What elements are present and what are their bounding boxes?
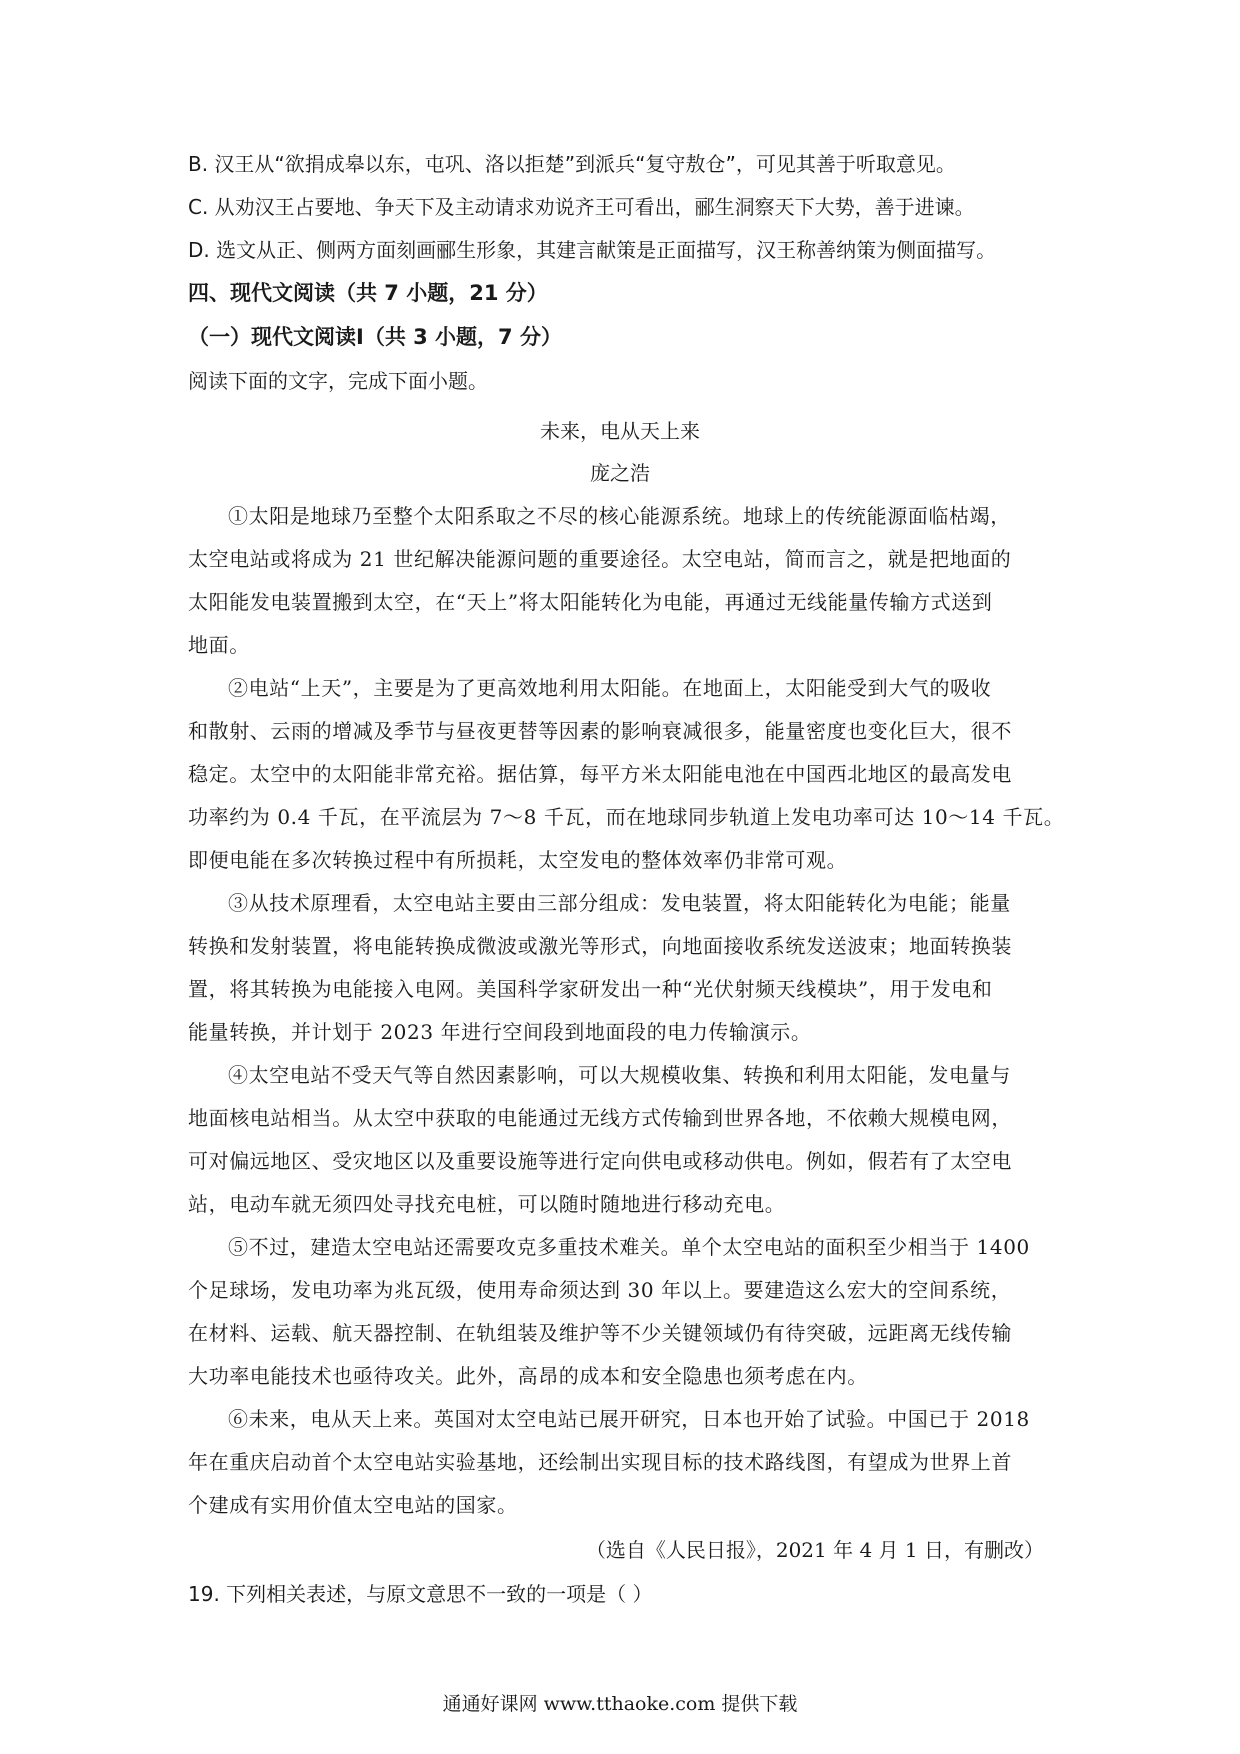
article-line: 年在重庆启动首个太空电站实验基地，还绘制出实现目标的技术路线图，有望成为世界上首 — [188, 1450, 1012, 1474]
article-author: 庞之浩 — [590, 461, 650, 485]
article-line: 个足球场，发电功率为兆瓦级，使用寿命须达到 30 年以上。要建造这么宏大的空间系统， — [188, 1278, 1012, 1302]
article-line: 和散射、云雨的增减及季节与昼夜更替等因素的影响衰减很多，能量密度也变化巨大，很不 — [188, 719, 1012, 743]
article-line: 地面。 — [188, 633, 250, 657]
article-source: （选自《人民日报》，2021 年 4 月 1 日，有删改） — [585, 1538, 1044, 1562]
article-line: 能量转换，并计划于 2023 年进行空间段到地面段的电力传输演示。 — [188, 1020, 812, 1044]
article-line: 地面核电站相当。从太空中获取的电能通过无线方式传输到世界各地，不依赖大规模电网， — [188, 1106, 1012, 1130]
article-line: ①太阳是地球乃至整个太阳系取之不尽的核心能源系统。地球上的传统能源面临枯竭， — [228, 504, 1011, 528]
footer-text: 通通好课网 www.tthaoke.com 提供下载 — [442, 1693, 798, 1715]
article-line: 在材料、运载、航天器控制、在轨组装及维护等不少关键领域仍有待突破，远距离无线传输 — [188, 1321, 1012, 1345]
article-line: ⑥未来，电从天上来。英国对太空电站已展开研究，日本也开始了试验。中国已于 2018 — [228, 1407, 1030, 1431]
article-line: 站，电动车就无须四处寻找充电桩，可以随时随地进行移动充电。 — [188, 1192, 786, 1216]
option-b: B. 汉王从“欲捐成皋以东，屯巩、洛以拒楚”到派兵“复守敖仓”，可见其善于听取意见。 — [188, 152, 956, 176]
option-d: D. 选文从正、侧两方面刻画郦生形象，其建言献策是正面描写，汉王称善纳策为侧面描写。 — [188, 238, 997, 262]
article-line: 个建成有实用价值太空电站的国家。 — [188, 1493, 518, 1517]
article-line: ③从技术原理看，太空电站主要由三部分组成：发电装置，将太阳能转化为电能；能量 — [228, 891, 1011, 915]
article-line: 太阳能发电装置搬到太空，在“天上”将太阳能转化为电能，再通过无线能量传输方式送到 — [188, 590, 993, 614]
article-line: 转换和发射装置，将电能转换成微波或激光等形式，向地面接收系统发送波束；地面转换装 — [188, 934, 1012, 958]
article-line: 稳定。太空中的太阳能非常充裕。据估算，每平方米太阳能电池在中国西北地区的最高发电 — [188, 762, 1012, 786]
article-line: 即便电能在多次转换过程中有所损耗，太空发电的整体效率仍非常可观。 — [188, 848, 848, 872]
section-subtitle: （一）现代文阅读Ⅰ（共 3 小题，7 分） — [188, 325, 562, 349]
article-line: ⑤不过，建造太空电站还需要攻克多重技术难关。单个太空电站的面积至少相当于 1400 — [228, 1235, 1030, 1259]
article-title: 未来，电从天上来 — [540, 419, 700, 443]
article-line: 大功率电能技术也亟待攻关。此外，高昂的成本和安全隐患也须考虑在内。 — [188, 1364, 868, 1388]
article-line: 可对偏远地区、受灾地区以及重要设施等进行定向供电或移动供电。例如，假若有了太空电 — [188, 1149, 1012, 1173]
article-line: ④太空电站不受天气等自然因素影响，可以大规模收集、转换和利用太阳能，发电量与 — [228, 1063, 1011, 1087]
article-line: ②电站“上天”，主要是为了更高效地利用太阳能。在地面上，太阳能受到大气的吸收 — [228, 676, 992, 700]
article-line: 置，将其转换为电能接入电网。美国科学家研发出一种“光伏射频天线模块”，用于发电和 — [188, 977, 993, 1001]
question-19: 19. 下列相关表述，与原文意思不一致的一项是（ ） — [188, 1582, 653, 1606]
section-instruction: 阅读下面的文字，完成下面小题。 — [188, 369, 488, 393]
article-line: 太空电站或将成为 21 世纪解决能源问题的重要途径。太空电站，简而言之，就是把地面的 — [188, 547, 1012, 571]
section-title: 四、现代文阅读（共 7 小题，21 分） — [188, 281, 548, 305]
article-line: 功率约为 0.4 千瓦，在平流层为 7～8 千瓦，而在地球同步轨道上发电功率可达 10～14 千瓦。 — [188, 805, 1065, 829]
option-c: C. 从劝汉王占要地、争天下及主动请求劝说齐王可看出，郦生洞察天下大势，善于进谏。 — [188, 195, 975, 219]
